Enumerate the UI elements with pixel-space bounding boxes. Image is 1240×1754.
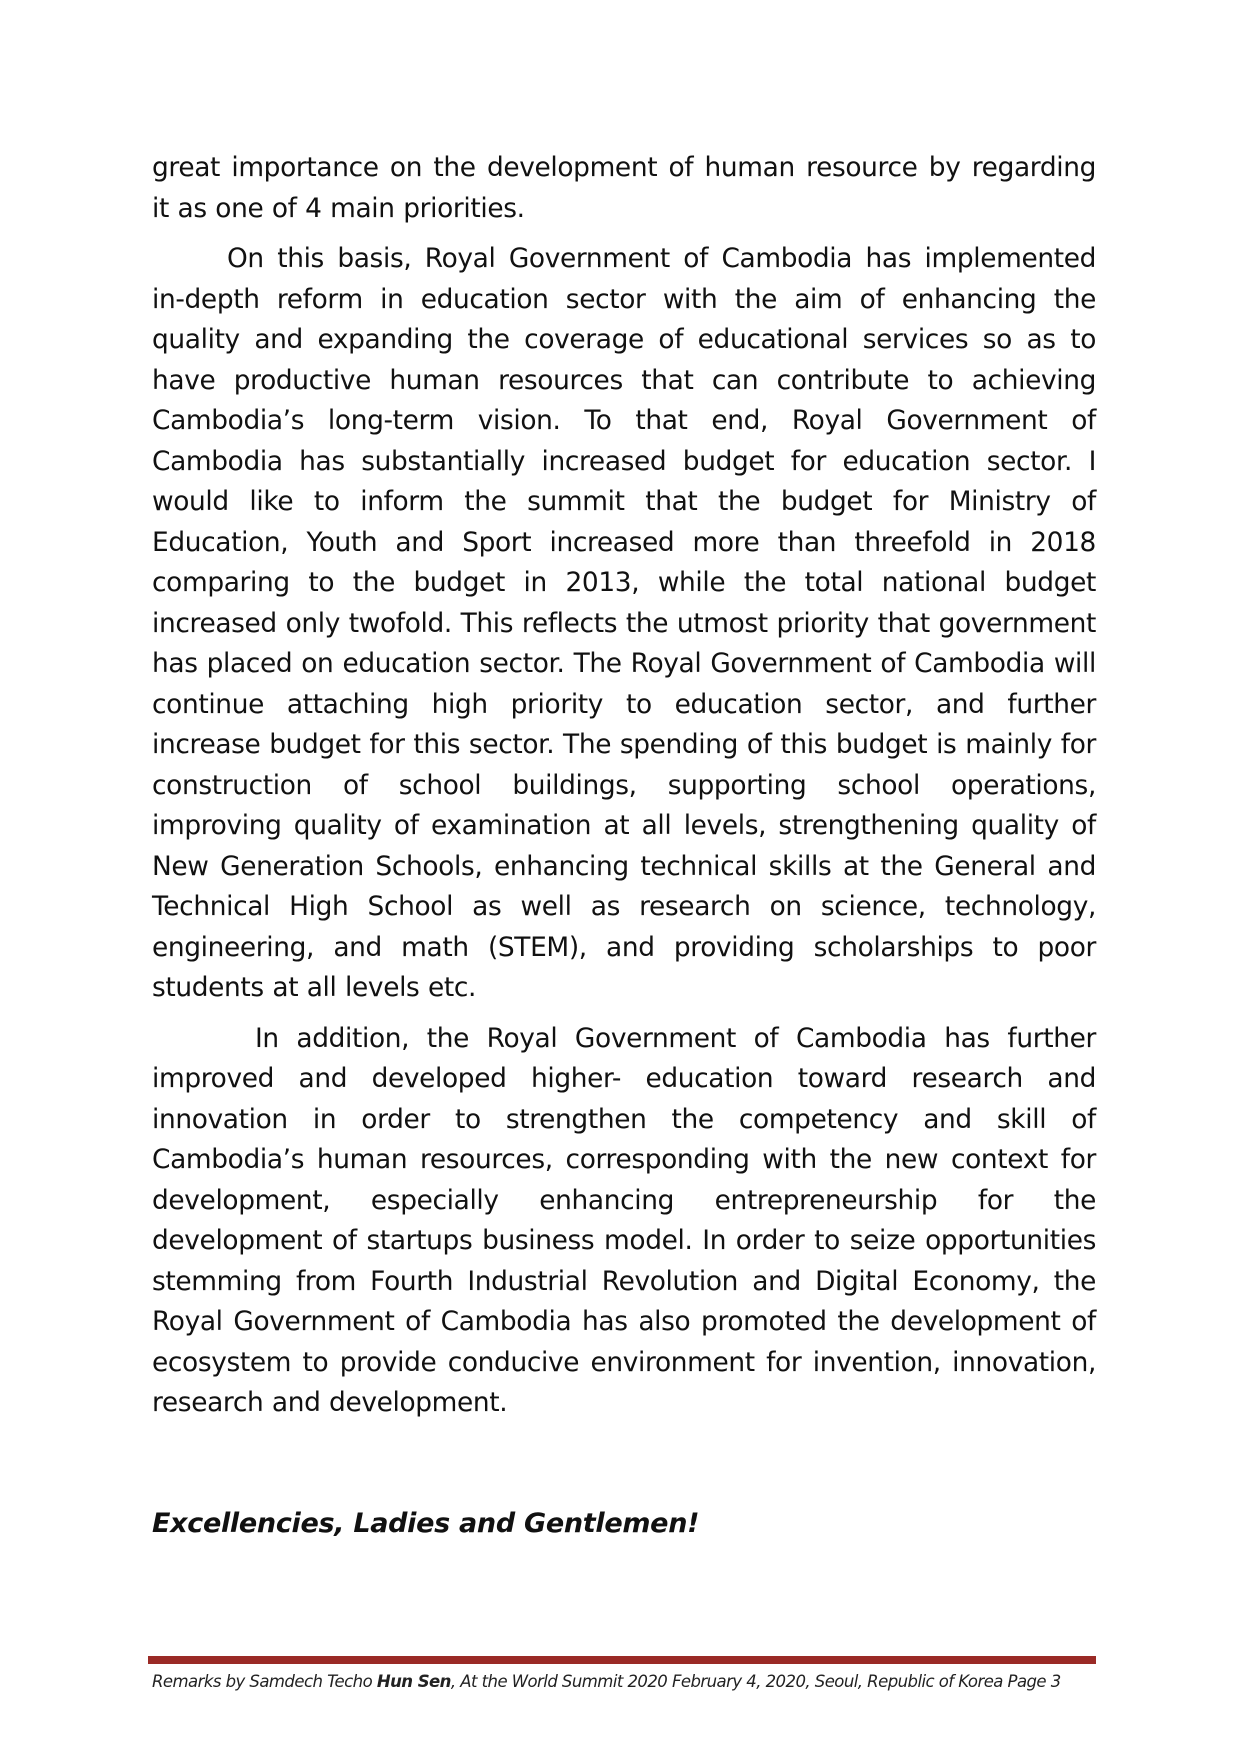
footer-speaker-name: Hun Sen bbox=[376, 1672, 451, 1691]
paragraph-3: In addition, the Royal Government of Cambodia has further improved and developed higher- education toward research and innovation in order to strengthen the competency and skill of Cambodia’s human resources, corresponding with the new context for development, especially enhancing entrepreneurship for the development of startups business model. In order to seize opportunities stemming from Fourth Industrial Revolution and Digital Economy, the Royal Government of Cambodia has also promoted the development of ecosystem to provide conducive environment for invention, innovation, research and development. bbox=[152, 1022, 1096, 1418]
document-body bbox=[152, 148, 1096, 1424]
paragraph-1: great importance on the development of human resource by regarding it as one of 4 main priorities. bbox=[152, 152, 1096, 224]
footer-suffix: , At the World Summit 2020 February 4, 2020, Seoul, Republic of Korea Page 3 bbox=[450, 1672, 1061, 1691]
paragraph-2: On this basis, Royal Government of Cambodia has implemented in-depth reform in education sector with the aim of enhancing the quality and expanding the coverage of educational services so as to have productive human resources that can contribute to achieving Cambodia’s long-term vision. To that end, Royal Government of Cambodia has substantially increased budget for education sector. I would like to inform the summit that the budget for Ministry of Education, Youth and Sport increased more than threefold in 2018 comparing to the budget in 2013, while the total national budget increased only twofold. This reflects the utmost priority that government has placed on education sector. The Royal Government of Cambodia will continue attaching high priority to education sector, and further increase budget for this sector. The spending of this budget is mainly for construction of school buildings, supporting school operations, improving quality of examination at all levels, strengthening quality of New Generation Schools, enhancing technical skills at the General and Technical High School as well as research on science, technology, engineering, and math (STEM), and providing scholarships to poor students at all levels etc. bbox=[152, 243, 1096, 1003]
footer-prefix: Remarks by Samdech Techo bbox=[152, 1672, 377, 1691]
page-footer bbox=[152, 1672, 1096, 1691]
footer-divider bbox=[148, 1656, 1096, 1664]
salutation-heading: Excellencies, Ladies and Gentlemen! bbox=[152, 1508, 700, 1539]
